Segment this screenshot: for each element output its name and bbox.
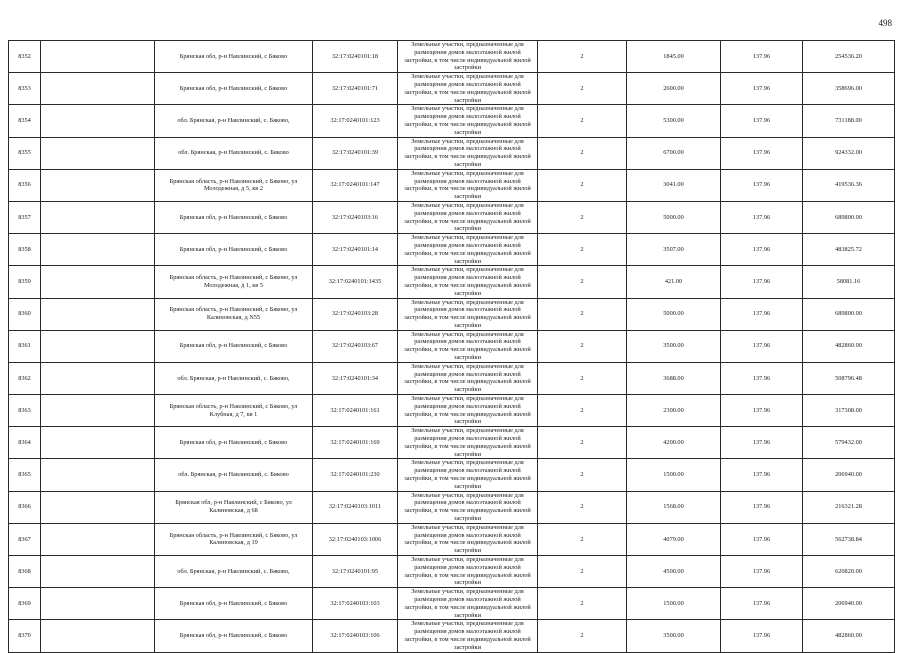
group-cell: 2 (538, 73, 627, 105)
address-cell: обл. Брянская, р-н Навлинский, с. Бяково, (155, 556, 313, 588)
land-use-cell: Земельные участки, предназначенные для размещения домов малоэтажной жилой застройки, в том числе индивидуальной жилой застройки (398, 137, 538, 169)
cadastral-value-cell: 620820.00 (803, 556, 895, 588)
cadastral-value-cell: 689800.00 (803, 201, 895, 233)
cadastral-value-cell: 358696.00 (803, 73, 895, 105)
blank-cell (41, 620, 155, 652)
blank-cell (41, 427, 155, 459)
area-cell: 3500.00 (627, 330, 721, 362)
land-use-cell: Земельные участки, предназначенные для размещения домов малоэтажной жилой застройки, в том числе индивидуальной жилой застройки (398, 105, 538, 137)
land-use-cell: Земельные участки, предназначенные для размещения домов малоэтажной жилой застройки, в том числе индивидуальной жилой застройки (398, 459, 538, 491)
row-number-cell: 8361 (9, 330, 41, 362)
blank-cell (41, 201, 155, 233)
cadastral-number-cell: 32:17:0240101:18 (313, 41, 398, 73)
address-cell: Брянская область, р-н Навлинский, с Бяково, ул Калиновская, д N55 (155, 298, 313, 330)
land-use-cell: Земельные участки, предназначенные для размещения домов малоэтажной жилой застройки, в том числе индивидуальной жилой застройки (398, 395, 538, 427)
row-number-cell: 8355 (9, 137, 41, 169)
group-cell: 2 (538, 137, 627, 169)
area-cell: 4500.00 (627, 556, 721, 588)
table-row (9, 620, 895, 652)
rate-cell: 137.96 (721, 234, 803, 266)
blank-cell (41, 41, 155, 73)
rate-cell: 137.96 (721, 137, 803, 169)
cadastral-value-cell: 689800.00 (803, 298, 895, 330)
blank-cell (41, 73, 155, 105)
row-number-cell: 8354 (9, 105, 41, 137)
blank-cell (41, 491, 155, 523)
row-number-cell: 8366 (9, 491, 41, 523)
row-number-cell: 8352 (9, 41, 41, 73)
rate-cell: 137.96 (721, 201, 803, 233)
blank-cell (41, 330, 155, 362)
group-cell: 2 (538, 298, 627, 330)
cadastral-number-cell: 32:17:0240101:95 (313, 556, 398, 588)
group-cell: 2 (538, 41, 627, 73)
cadastral-number-cell: 32:17:0240101:123 (313, 105, 398, 137)
table-row (9, 330, 895, 362)
area-cell: 2600.00 (627, 73, 721, 105)
table-row (9, 459, 895, 491)
land-use-cell: Земельные участки, предназначенные для размещения домов малоэтажной жилой застройки, в том числе индивидуальной жилой застройки (398, 330, 538, 362)
cadastral-number-cell: 32:17:0240101:71 (313, 73, 398, 105)
land-use-cell: Земельные участки, предназначенные для размещения домов малоэтажной жилой застройки, в том числе индивидуальной жилой застройки (398, 362, 538, 394)
area-cell: 2300.00 (627, 395, 721, 427)
blank-cell (41, 556, 155, 588)
area-cell: 3688.00 (627, 362, 721, 394)
row-number-cell: 8365 (9, 459, 41, 491)
group-cell: 2 (538, 588, 627, 620)
rate-cell: 137.96 (721, 395, 803, 427)
land-use-cell: Земельные участки, предназначенные для размещения домов малоэтажной жилой застройки, в том числе индивидуальной жилой застройки (398, 41, 538, 73)
address-cell: Брянская обл, р-н Навлинский, с Бяково (155, 588, 313, 620)
address-cell: Брянская обл, р-н Навлинский, с Бяково, ул Калиновская, д 68 (155, 491, 313, 523)
rate-cell: 137.96 (721, 459, 803, 491)
land-use-cell: Земельные участки, предназначенные для размещения домов малоэтажной жилой застройки, в том числе индивидуальной жилой застройки (398, 266, 538, 298)
blank-cell (41, 169, 155, 201)
address-cell: Брянская обл, р-н Навлинский, с Бяково (155, 201, 313, 233)
cadastral-value-cell: 206940.00 (803, 588, 895, 620)
row-number-cell: 8360 (9, 298, 41, 330)
blank-cell (41, 588, 155, 620)
table-row (9, 137, 895, 169)
group-cell: 2 (538, 523, 627, 555)
group-cell: 2 (538, 266, 627, 298)
table-row (9, 523, 895, 555)
rate-cell: 137.96 (721, 523, 803, 555)
group-cell: 2 (538, 169, 627, 201)
row-number-cell: 8367 (9, 523, 41, 555)
rate-cell: 137.96 (721, 556, 803, 588)
cadastral-number-cell: 32:17:0240103:16 (313, 201, 398, 233)
row-number-cell: 8356 (9, 169, 41, 201)
row-number-cell: 8368 (9, 556, 41, 588)
area-cell: 5000.00 (627, 201, 721, 233)
address-cell: Брянская область, р-н Навлинский, с Бяково, ул Молодежная, д 5, кв 2 (155, 169, 313, 201)
row-number-cell: 8364 (9, 427, 41, 459)
cadastral-value-cell: 731188.00 (803, 105, 895, 137)
rate-cell: 137.96 (721, 620, 803, 652)
cadastral-value-cell: 579432.00 (803, 427, 895, 459)
group-cell: 2 (538, 620, 627, 652)
group-cell: 2 (538, 234, 627, 266)
area-cell: 4200.00 (627, 427, 721, 459)
table-row (9, 556, 895, 588)
table-row (9, 41, 895, 73)
rate-cell: 137.96 (721, 105, 803, 137)
address-cell: Брянская область, р-н Навлинский, с Бяково, ул Клубная, д 7, кв 1 (155, 395, 313, 427)
address-cell: Брянская обл, р-н Навлинский, с Бяково (155, 330, 313, 362)
group-cell: 2 (538, 362, 627, 394)
area-cell: 421.00 (627, 266, 721, 298)
area-cell: 3507.00 (627, 234, 721, 266)
rate-cell: 137.96 (721, 266, 803, 298)
cadastral-value-cell: 924332.00 (803, 137, 895, 169)
cadastral-number-cell: 32:17:0240103:1006 (313, 523, 398, 555)
cadastral-value-cell: 206940.00 (803, 459, 895, 491)
group-cell: 2 (538, 330, 627, 362)
area-cell: 1500.00 (627, 588, 721, 620)
group-cell: 2 (538, 201, 627, 233)
address-cell: Брянская область, р-н Навлинский, с Бяково, ул Молодежная, д 1, кв 5 (155, 266, 313, 298)
land-use-cell: Земельные участки, предназначенные для размещения домов малоэтажной жилой застройки, в том числе индивидуальной жилой застройки (398, 234, 538, 266)
rate-cell: 137.96 (721, 298, 803, 330)
table-row (9, 169, 895, 201)
area-cell: 3041.00 (627, 169, 721, 201)
table-row (9, 491, 895, 523)
row-number-cell: 8358 (9, 234, 41, 266)
cadastral-number-cell: 32:17:0240101:39 (313, 137, 398, 169)
cadastral-number-cell: 32:17:0240101:147 (313, 169, 398, 201)
group-cell: 2 (538, 459, 627, 491)
group-cell: 2 (538, 395, 627, 427)
cadastral-value-cell: 483825.72 (803, 234, 895, 266)
row-number-cell: 8362 (9, 362, 41, 394)
page-number: 498 (878, 18, 892, 28)
rate-cell: 137.96 (721, 491, 803, 523)
blank-cell (41, 362, 155, 394)
address-cell: Брянская область, р-н Навлинский, с Бяково, ул Калиновская, д 19 (155, 523, 313, 555)
land-use-cell: Земельные участки, предназначенные для размещения домов малоэтажной жилой застройки, в том числе индивидуальной жилой застройки (398, 620, 538, 652)
land-use-cell: Земельные участки, предназначенные для размещения домов малоэтажной жилой застройки, в том числе индивидуальной жилой застройки (398, 169, 538, 201)
area-cell: 6700.00 (627, 137, 721, 169)
cadastral-number-cell: 32:17:0240103:106 (313, 620, 398, 652)
rate-cell: 137.96 (721, 330, 803, 362)
rate-cell: 137.96 (721, 427, 803, 459)
cadastral-number-cell: 32:17:0240103:1011 (313, 491, 398, 523)
blank-cell (41, 266, 155, 298)
rate-cell: 137.96 (721, 362, 803, 394)
cadastral-value-cell: 508796.48 (803, 362, 895, 394)
table-row (9, 73, 895, 105)
cadastral-value-cell: 254536.20 (803, 41, 895, 73)
area-cell: 4079.00 (627, 523, 721, 555)
address-cell: Брянская обл, р-н Навлинский, с Бяково (155, 234, 313, 266)
table-row (9, 588, 895, 620)
land-use-cell: Земельные участки, предназначенные для размещения домов малоэтажной жилой застройки, в том числе индивидуальной жилой застройки (398, 556, 538, 588)
rate-cell: 137.96 (721, 588, 803, 620)
cadastral-number-cell: 32:17:0240101:161 (313, 395, 398, 427)
table-row (9, 201, 895, 233)
cadastral-number-cell: 32:17:0240101:34 (313, 362, 398, 394)
land-use-cell: Земельные участки, предназначенные для размещения домов малоэтажной жилой застройки, в том числе индивидуальной жилой застройки (398, 427, 538, 459)
cadastral-number-cell: 32:17:0240103:28 (313, 298, 398, 330)
address-cell: обл. Брянская, р-н Навлинский, с. Бяково (155, 459, 313, 491)
cadastral-value-cell: 482860.00 (803, 620, 895, 652)
table-row (9, 427, 895, 459)
group-cell: 2 (538, 491, 627, 523)
cadastral-number-cell: 32:17:0240103:103 (313, 588, 398, 620)
address-cell: обл. Брянская, р-н Навлинский, с. Бяково, (155, 362, 313, 394)
area-cell: 3500.00 (627, 620, 721, 652)
area-cell: 1500.00 (627, 459, 721, 491)
cadastral-number-cell: 32:17:0240101:14 (313, 234, 398, 266)
group-cell: 2 (538, 427, 627, 459)
land-use-cell: Земельные участки, предназначенные для размещения домов малоэтажной жилой застройки, в том числе индивидуальной жилой застройки (398, 298, 538, 330)
rate-cell: 137.96 (721, 73, 803, 105)
land-registry-table (8, 40, 895, 653)
cadastral-value-cell: 58081.16 (803, 266, 895, 298)
address-cell: обл. Брянская, р-н Навлинский, с. Бяково (155, 137, 313, 169)
blank-cell (41, 395, 155, 427)
cadastral-value-cell: 317308.00 (803, 395, 895, 427)
land-use-cell: Земельные участки, предназначенные для размещения домов малоэтажной жилой застройки, в том числе индивидуальной жилой застройки (398, 523, 538, 555)
table-row (9, 362, 895, 394)
area-cell: 5300.00 (627, 105, 721, 137)
cadastral-number-cell: 32:17:0240101:1435 (313, 266, 398, 298)
address-cell: Брянская обл, р-н Навлинский, с Бяково (155, 73, 313, 105)
table-row (9, 395, 895, 427)
row-number-cell: 8353 (9, 73, 41, 105)
blank-cell (41, 234, 155, 266)
land-use-cell: Земельные участки, предназначенные для размещения домов малоэтажной жилой застройки, в том числе индивидуальной жилой застройки (398, 588, 538, 620)
address-cell: Брянская обл, р-н Навлинский, с Бяково (155, 620, 313, 652)
cadastral-value-cell: 216321.28 (803, 491, 895, 523)
row-number-cell: 8370 (9, 620, 41, 652)
land-use-cell: Земельные участки, предназначенные для размещения домов малоэтажной жилой застройки, в том числе индивидуальной жилой застройки (398, 491, 538, 523)
table-row (9, 105, 895, 137)
row-number-cell: 8359 (9, 266, 41, 298)
blank-cell (41, 523, 155, 555)
cadastral-number-cell: 32:17:0240103:67 (313, 330, 398, 362)
group-cell: 2 (538, 556, 627, 588)
row-number-cell: 8369 (9, 588, 41, 620)
cadastral-value-cell: 482860.00 (803, 330, 895, 362)
area-cell: 1845.00 (627, 41, 721, 73)
table-row (9, 234, 895, 266)
rate-cell: 137.96 (721, 169, 803, 201)
rate-cell: 137.96 (721, 41, 803, 73)
land-use-cell: Земельные участки, предназначенные для размещения домов малоэтажной жилой застройки, в том числе индивидуальной жилой застройки (398, 201, 538, 233)
cadastral-value-cell: 419536.36 (803, 169, 895, 201)
blank-cell (41, 105, 155, 137)
blank-cell (41, 137, 155, 169)
land-use-cell: Земельные участки, предназначенные для размещения домов малоэтажной жилой застройки, в том числе индивидуальной жилой застройки (398, 73, 538, 105)
group-cell: 2 (538, 105, 627, 137)
row-number-cell: 8363 (9, 395, 41, 427)
blank-cell (41, 298, 155, 330)
blank-cell (41, 459, 155, 491)
address-cell: Брянская обл, р-н Навлинский, с Бяково (155, 427, 313, 459)
table-body (9, 41, 895, 653)
cadastral-number-cell: 32:17:0240101:230 (313, 459, 398, 491)
address-cell: Брянская обл, р-н Навлинский, с Бяково (155, 41, 313, 73)
row-number-cell: 8357 (9, 201, 41, 233)
area-cell: 1568.00 (627, 491, 721, 523)
cadastral-number-cell: 32:17:0240101:169 (313, 427, 398, 459)
address-cell: обл. Брянская, р-н Навлинский, с. Бяково, (155, 105, 313, 137)
table-row (9, 266, 895, 298)
cadastral-value-cell: 562738.84 (803, 523, 895, 555)
table-row (9, 298, 895, 330)
area-cell: 5000.00 (627, 298, 721, 330)
